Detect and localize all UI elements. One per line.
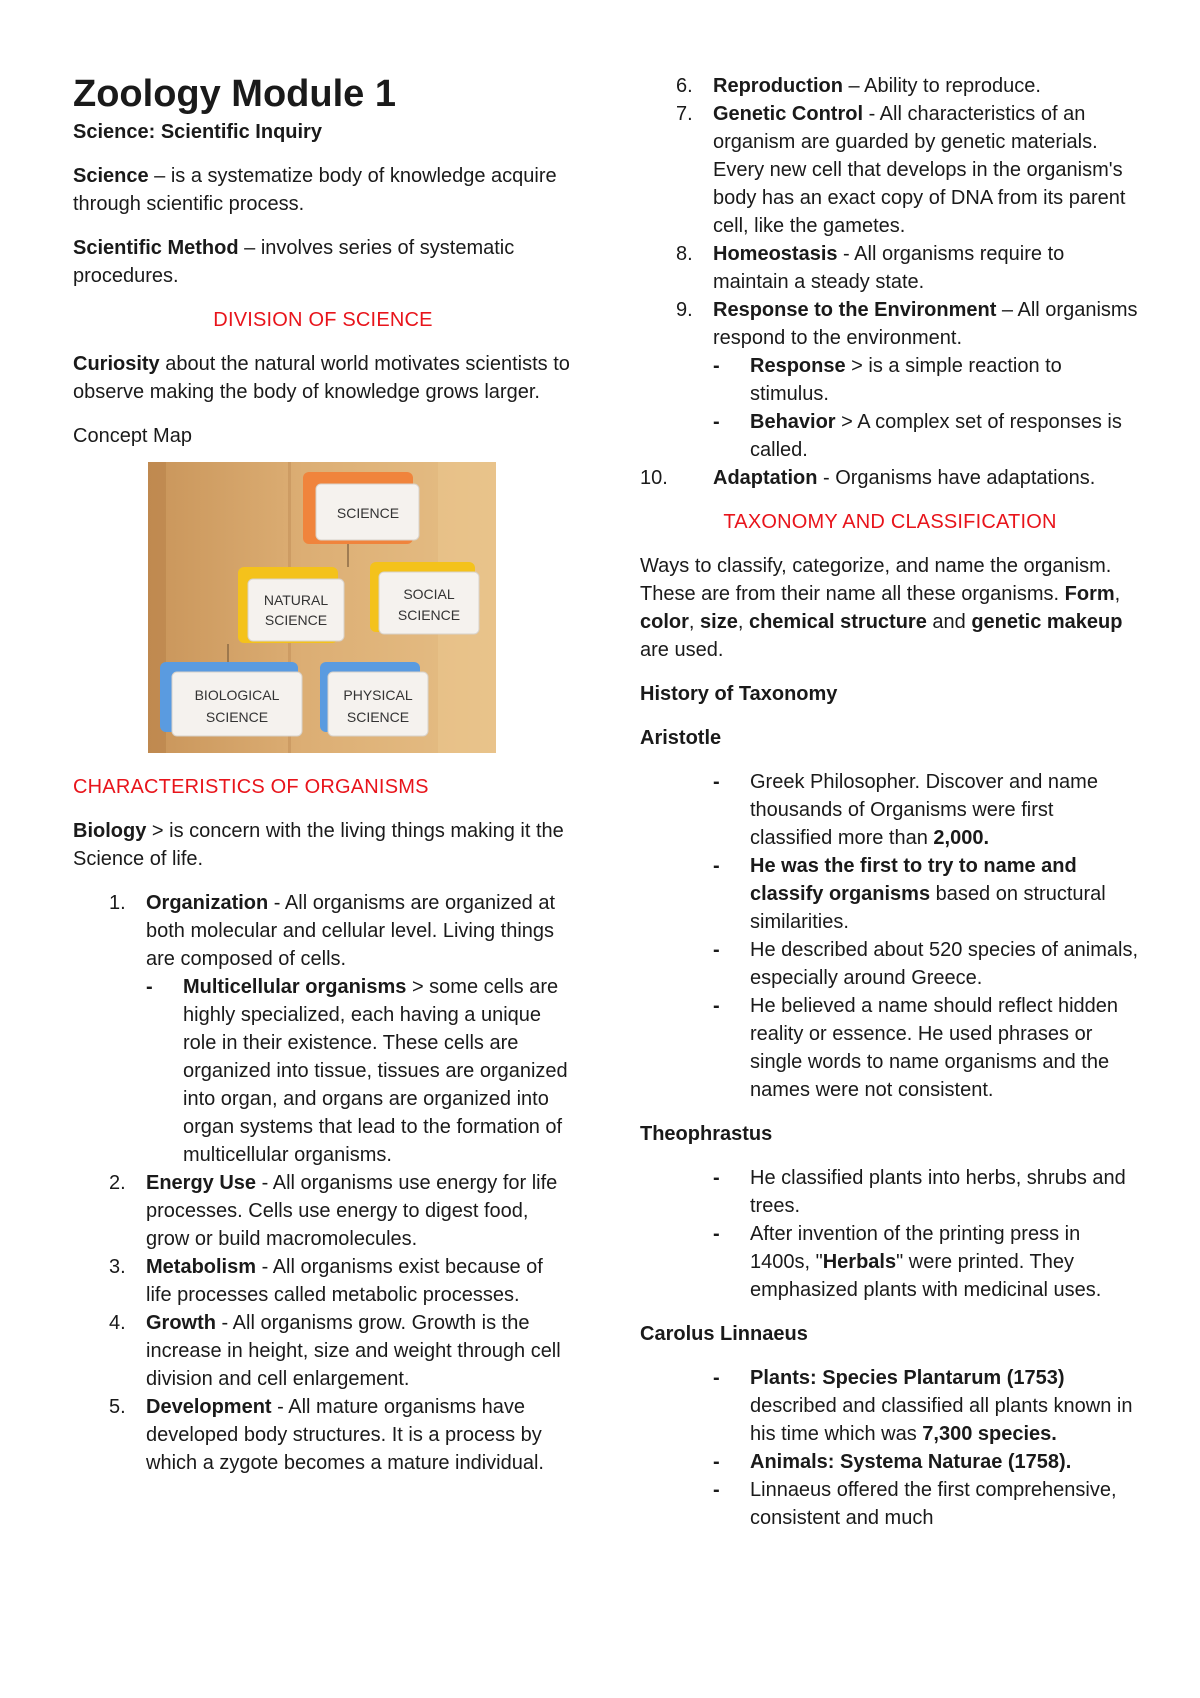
list-text: After invention of the printing press in 1400s, ": [750, 1223, 1081, 1273]
list-item: - He believed a name should reflect hidden reality or essence. He used phrases or single words to name organisms and the names were not consistent.: [713, 992, 1140, 1104]
curiosity-term: Curiosity: [73, 353, 160, 375]
list-item: [73, 1169, 573, 1253]
list-item: [713, 852, 1140, 936]
intro-text: ,: [688, 611, 701, 633]
list-term: Energy Use: [146, 1172, 257, 1194]
list-term: Behavior: [750, 411, 836, 433]
list-term: Multicellular organisms: [183, 976, 407, 998]
aristotle-list: [713, 768, 1140, 1104]
subtitle: Science: Scientific Inquiry: [73, 121, 322, 143]
list-text: - All mature organisms have developed body structures. It is a process by which a zygote becomes a mature individual.: [146, 1396, 544, 1474]
intro-text: are used.: [640, 639, 724, 661]
list-text: - All organisms exist because of life processes called metabolic processes.: [146, 1256, 543, 1306]
list-number: 4.: [109, 1312, 126, 1334]
theophrastus-heading: Theophrastus: [640, 1123, 773, 1145]
history-heading: History of Taxonomy: [640, 683, 838, 705]
curiosity-text: about the natural world motivates scientists to observe making the body of knowledge grows larger.: [73, 353, 570, 403]
division-heading: DIVISION OF SCIENCE: [213, 309, 433, 331]
list-text: Greek Philosopher. Discover and name thousands of Organisms were first classified more than: [750, 771, 1098, 849]
list-item: - He classified plants into herbs, shrubs and trees.: [713, 1164, 1140, 1220]
list-bold: 7,300 species.: [922, 1423, 1057, 1445]
science-definition: [73, 162, 573, 218]
list-bold: He was the first to try to name and classify organisms: [750, 855, 1077, 905]
list-bold: Herbals: [822, 1251, 897, 1273]
science-term: Science: [73, 165, 149, 187]
list-text: " were printed. They emphasized plants with medicinal uses.: [750, 1251, 1102, 1301]
intro-text: ,: [737, 611, 749, 633]
list-item: - He described about 520 species of animals, especially around Greece.: [713, 936, 1140, 992]
list-term: Reproduction: [713, 75, 843, 97]
organization-sublist: [146, 973, 573, 1169]
list-item: [713, 768, 1140, 852]
list-item: [146, 973, 573, 1169]
list-term: Organization: [146, 892, 269, 914]
list-term: Development: [146, 1396, 272, 1418]
concept-map-svg: [148, 462, 496, 753]
list-item: [640, 464, 1140, 492]
list-item: - Linnaeus offered the first comprehensive, consistent and much: [713, 1476, 1140, 1532]
list-bold: Plants: Species Plantarum (1753): [750, 1367, 1065, 1389]
list-number: 7.: [676, 103, 693, 125]
biology-text: > is concern with the living things making it the Science of life.: [73, 820, 564, 870]
list-term: Genetic Control: [713, 103, 864, 125]
natural-label-1: NATURAL: [263, 592, 329, 608]
social-label-2: SCIENCE: [397, 607, 461, 623]
aristotle-heading: Aristotle: [640, 727, 722, 749]
list-text: based on structural similarities.: [750, 883, 1106, 933]
concept-map-image: [148, 462, 496, 753]
characteristics-list-a: [73, 889, 573, 1477]
characteristics-heading: CHARACTERISTICS OF ORGANISMS: [73, 776, 429, 798]
right-column: [640, 72, 1140, 1532]
biology-paragraph: [73, 817, 573, 873]
left-column: [73, 72, 573, 1477]
list-item: [713, 352, 1140, 408]
intro-bold: chemical structure: [748, 611, 927, 633]
bio-label-1: BIOLOGICAL: [194, 687, 280, 703]
linnaeus-heading: Carolus Linnaeus: [640, 1323, 808, 1345]
method-text: – involves series of systematic procedures.: [73, 237, 515, 287]
list-bold: 2,000.: [933, 827, 990, 849]
taxonomy-heading: TAXONOMY AND CLASSIFICATION: [723, 511, 1057, 533]
list-text: - Organisms have adaptations.: [817, 467, 1096, 489]
taxonomy-intro: [640, 552, 1140, 664]
natural-label-2: SCIENCE: [264, 612, 328, 628]
intro-bold: genetic makeup: [971, 611, 1123, 633]
curiosity-paragraph: [73, 350, 573, 406]
intro-bold: color: [640, 611, 689, 633]
natural-science-node: [238, 567, 344, 643]
list-number: 3.: [109, 1256, 126, 1278]
list-number: 10.: [640, 467, 668, 489]
physical-science-node: [320, 662, 428, 736]
social-science-node: [370, 562, 479, 634]
list-number: 8.: [676, 243, 693, 265]
response-sublist: [713, 352, 1140, 464]
intro-bold: size: [700, 611, 738, 633]
intro-text: and: [926, 611, 972, 633]
list-text: - All organisms use energy for life processes. Cells use energy to digest food, grow or build macromolecules.: [146, 1172, 558, 1250]
list-item: [640, 240, 1140, 296]
list-item: [713, 1220, 1140, 1304]
list-item: [640, 72, 1140, 100]
intro-text: ,: [1114, 583, 1121, 605]
list-text: described and classified all plants known in his time which was: [750, 1395, 1133, 1445]
list-text: – All organisms respond to the environment.: [713, 299, 1138, 349]
list-text: - All organisms grow. Growth is the increase in height, size and weight through cell division and cell enlargement.: [146, 1312, 561, 1390]
list-number: 9.: [676, 299, 693, 321]
list-item: [73, 1253, 573, 1309]
list-text: – Ability to reproduce.: [843, 75, 1041, 97]
intro-text: Ways to classify, categorize, and name the organism. These are from their name all these organisms.: [640, 555, 1112, 605]
method-definition: [73, 234, 573, 290]
intro-bold: Form: [1064, 583, 1115, 605]
list-term: Adaptation: [713, 467, 818, 489]
method-term: Scientific Method: [73, 237, 239, 259]
list-number: 2.: [109, 1172, 126, 1194]
page-title: Zoology Module 1: [73, 73, 396, 115]
phys-label-1: PHYSICAL: [343, 687, 413, 703]
list-term: Response: [750, 355, 846, 377]
theophrastus-list: [713, 1164, 1140, 1304]
bio-label-2: SCIENCE: [205, 709, 269, 725]
list-bold: Animals: Systema Naturae (1758).: [750, 1451, 1072, 1473]
concept-map-label: Concept Map: [73, 425, 192, 447]
science-node-label: SCIENCE: [336, 505, 400, 521]
linnaeus-list: [713, 1364, 1140, 1532]
list-text: > some cells are highly specialized, each having a unique role in their existence. These cells are organized into tissue, tissues are organized into organ, and organs are organized into organ systems that lead to the formation of multicellular organisms.: [183, 976, 568, 1166]
list-item: [73, 1309, 573, 1393]
list-text: - All organisms require to maintain a steady state.: [713, 243, 1065, 293]
phys-label-2: SCIENCE: [346, 709, 410, 725]
list-text: > is a simple reaction to stimulus.: [750, 355, 1062, 405]
list-item: [713, 1364, 1140, 1448]
list-term: Response to the Environment: [713, 299, 997, 321]
list-number: 5.: [109, 1396, 126, 1418]
list-text: > A complex set of responses is called.: [750, 411, 1122, 461]
list-item: [640, 100, 1140, 240]
science-node: [303, 472, 419, 544]
biological-science-node: [160, 662, 302, 736]
characteristics-list-b: [640, 72, 1140, 492]
list-text: - All organisms are organized at both molecular and cellular level. Living things are composed of cells.: [146, 892, 556, 970]
science-text: – is a systematize body of knowledge acquire through scientific process.: [73, 165, 557, 215]
list-term: Homeostasis: [713, 243, 838, 265]
list-term: Growth: [146, 1312, 216, 1334]
list-item: [640, 296, 1140, 464]
list-item: [73, 889, 573, 1169]
list-term: Metabolism: [146, 1256, 257, 1278]
list-item: [713, 1448, 1140, 1476]
list-number: 6.: [676, 75, 693, 97]
list-item: [713, 408, 1140, 464]
list-item: [73, 1393, 573, 1477]
list-number: 1.: [109, 892, 126, 914]
social-label-1: SOCIAL: [403, 586, 455, 602]
list-text: - All characteristics of an organism are guarded by genetic materials. Every new cell that develops in the organism's body has an exact copy of DNA from its parent cell, like the gametes.: [713, 103, 1126, 237]
biology-term: Biology: [73, 820, 147, 842]
